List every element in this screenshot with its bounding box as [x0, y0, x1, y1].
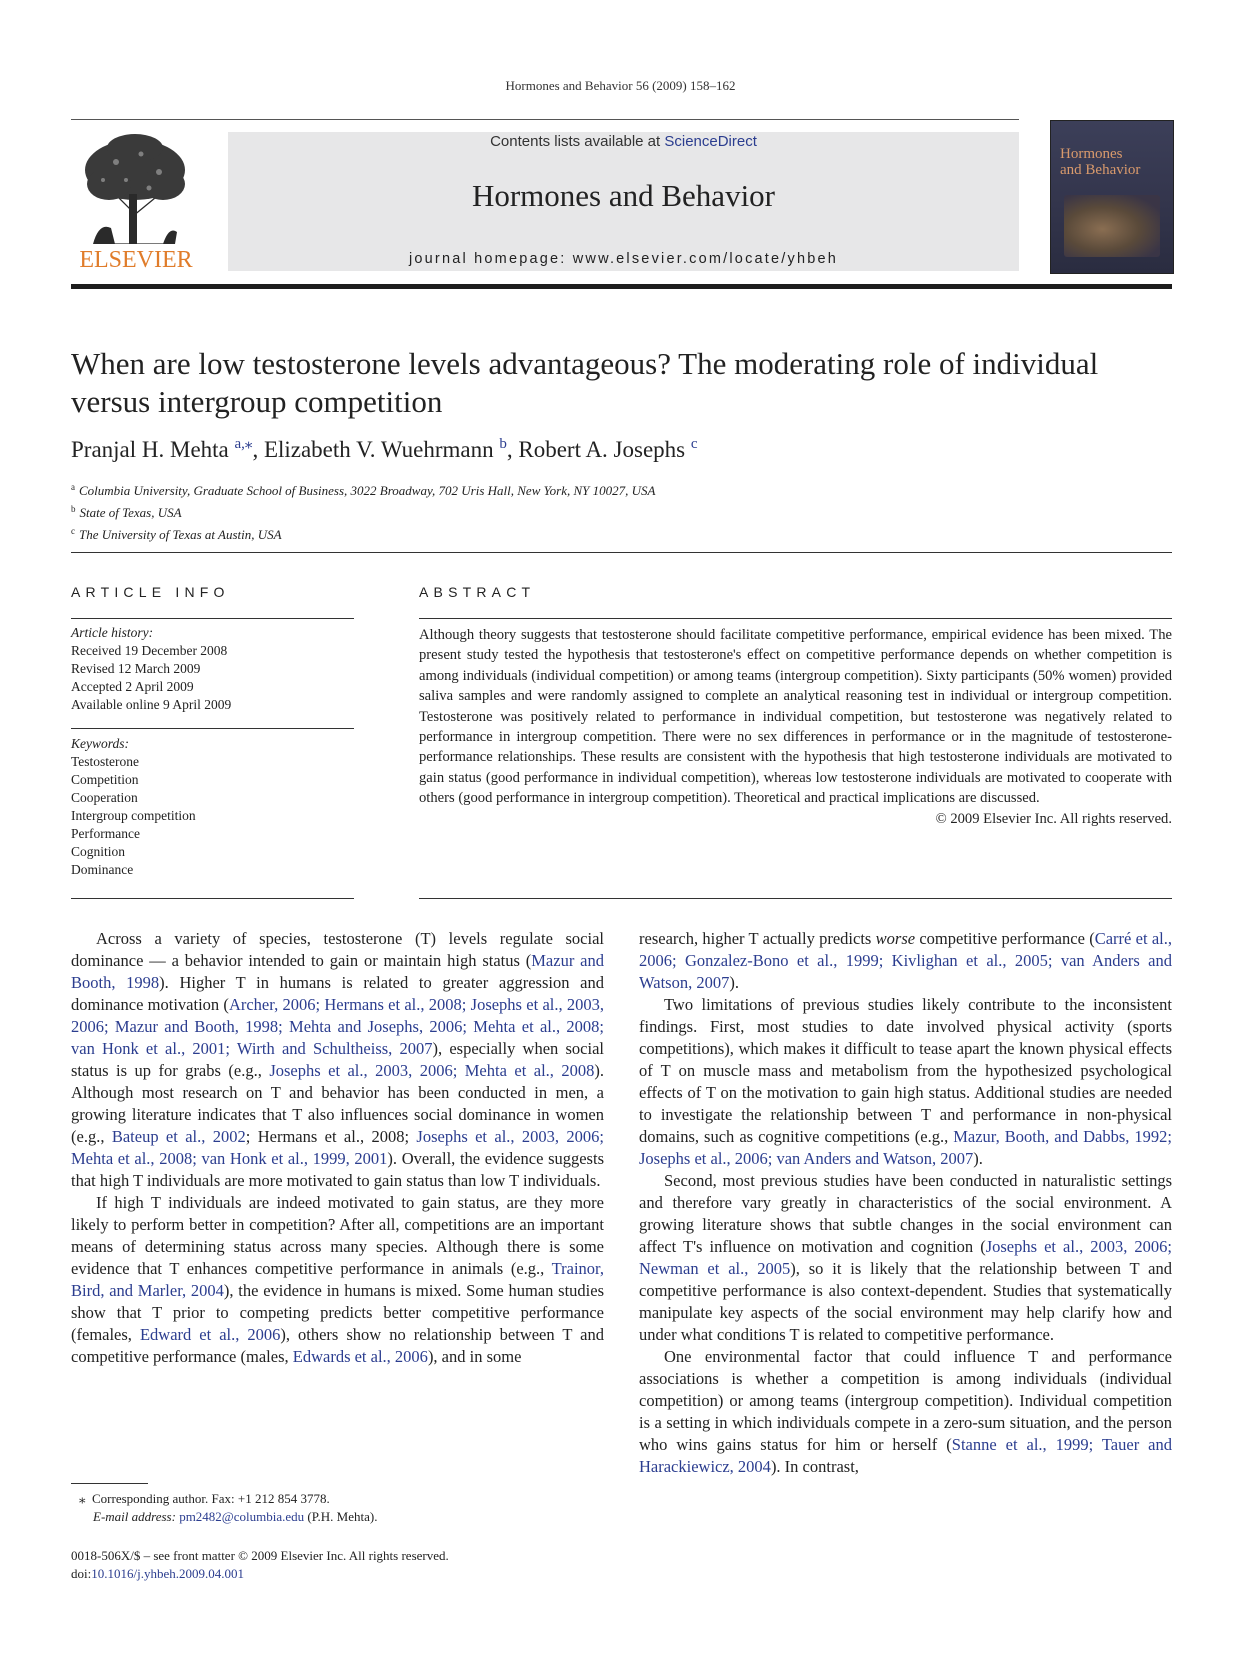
- author-affiliation-mark[interactable]: c: [690, 436, 698, 452]
- body-paragraph: [639, 1170, 1172, 1346]
- body-text: ).: [973, 1149, 983, 1168]
- article-title: When are low testosterone levels advantageous? The moderating role of individual versus intergroup competition: [71, 346, 1099, 419]
- contents-line: [228, 133, 1019, 150]
- body-text: Across a variety of species, testosterone (T) levels regulate social dominance — a behavior intended to gain or maintain high status (: [71, 929, 604, 970]
- keyword: Dominance: [71, 862, 134, 877]
- cover-title-line2: and Behavior: [1060, 162, 1141, 178]
- abstract-text: Although theory suggests that testosterone should facilitate competitive performance, empirical evidence has been mixed. The present study tested the hypothesis that testosterone's effect on competitive performance depends on whether competition is among individuals (individual competition) or among teams (intergroup competition). Sixty participants (50% women) provided saliva samples and were randomly assigned to complete an analytical reasoning test in individual or intergroup competition. Testosterone was positively related to performance in individual competition, but testosterone was negatively related to performance in intergroup competition. There were no sex differences in performance or in the magnitude of testosterone-performance relationships. These results are consistent with the hypothesis that high testosterone individuals are motivated to gain status (good performance in individual competition), whereas low testosterone individuals are motivated to cooperate with others (good performance in intergroup competition). Theoretical and practical implications are discussed.: [419, 627, 1172, 807]
- body-column-right: [639, 928, 1172, 1478]
- keywords: [71, 735, 196, 879]
- body-text: ), so it is likely that the relationship between T and competitive performance is also context-dependent. Studies that systematically manipulate key aspects of the social environment may help clarify how and under what conditions T is related to competitive performance.: [639, 1259, 1172, 1344]
- keywords-label: Keywords:: [71, 736, 129, 751]
- keyword: Testosterone: [71, 754, 140, 769]
- front-matter-line: 0018-506X/$ – see front matter © 2009 Elsevier Inc. All rights reserved.: [71, 1548, 449, 1563]
- citation-link[interactable]: Carré et al., 2006; Gonzalez-Bono et al., 1999; Kivlighan et al., 2005; van Anders and Watson, 2007: [639, 929, 1172, 992]
- article-info-heading: ARTICLE INFO: [71, 584, 230, 600]
- journal-reference: Hormones and Behavior 56 (2009) 158–162: [505, 78, 736, 93]
- article-info-rule: [71, 618, 354, 619]
- body-text: One environmental factor that could influence T and performance associations is whether a competition is among individuals (individual competition) or among teams (intergroup competition). Individual competition is a setting in which individuals compete in a zero-sum situation, and the person who wins gains status for him or herself (: [639, 1347, 1172, 1454]
- affiliations: [71, 478, 655, 544]
- body-text: ). In contrast,: [770, 1457, 859, 1476]
- citation-link[interactable]: Josephs et al., 2003, 2006; Mehta et al., 2008: [269, 1061, 595, 1080]
- article-info-bottom-rule: [71, 898, 354, 899]
- citation-link[interactable]: Mazur and Booth, 1998: [71, 951, 605, 992]
- body-text: Second, most previous studies have been conducted in naturalistic settings and therefore vary greatly in characteristics of the social environment. A growing literature shows that subtle changes in the social environment can affect T's influence on motivation and cognition (: [639, 1171, 1172, 1256]
- keyword: Performance: [71, 826, 140, 841]
- front-matter: [71, 1547, 449, 1583]
- citation-link[interactable]: Josephs et al., 2003, 2006; Newman et al., 2005: [639, 1237, 1172, 1278]
- abstract-rule: [419, 618, 1172, 619]
- body-text: ; Hermans et al., 2008;: [245, 1127, 417, 1146]
- body-paragraph: [639, 928, 1172, 994]
- abstract-heading: ABSTRACT: [419, 584, 536, 600]
- emphasis-text: worse: [875, 929, 916, 948]
- keyword: Cooperation: [71, 790, 138, 805]
- sciencedirect-link[interactable]: ScienceDirect: [664, 133, 757, 150]
- body-column-left: [71, 928, 604, 1368]
- section-divider: [71, 552, 1172, 553]
- elsevier-wordmark: ELSEVIER: [79, 247, 193, 273]
- keyword: Cognition: [71, 844, 126, 859]
- affiliation-mark: b: [71, 504, 76, 514]
- body-text: ).: [729, 973, 739, 992]
- body-text: ), and in some: [427, 1347, 522, 1366]
- cover-title: [1060, 146, 1140, 178]
- author-name: Pranjal H. Mehta: [71, 437, 229, 462]
- footnote-mark: ⁎: [79, 1491, 86, 1506]
- body-text: Two limitations of previous studies likely contribute to the inconsistent findings. First, most studies to date involved physical activity (sports competitions), which makes it difficult to tease apart the known physical effects of T on muscle mass and metabolism from the hypothesized psychological effects of T on the motivation to gain high status. Additional studies are needed to investigate the relationship between T and performance in non-physical domains, such as cognitive competitions (e.g.,: [639, 995, 1172, 1146]
- corresponding-author-note: [79, 1490, 377, 1508]
- body-text: research, higher T actually predicts: [639, 929, 876, 948]
- author-affiliation-mark[interactable]: a,⁎: [234, 436, 253, 452]
- history-item: Available online 9 April 2009: [71, 697, 232, 712]
- affiliation: [71, 522, 655, 544]
- keyword: Intergroup competition: [71, 808, 196, 823]
- history-item: Revised 12 March 2009: [71, 661, 201, 676]
- citation-link[interactable]: Bateup et al., 2002: [111, 1127, 246, 1146]
- email-suffix: (P.H. Mehta).: [304, 1509, 378, 1524]
- body-text: If high T individuals are indeed motivated to gain status, are they more likely to perform better in competition? After all, competitions are an important means of determining status across many species. Although there is some evidence that T enhances competitive performance in animals (e.g.,: [71, 1193, 604, 1278]
- article-history: [71, 624, 231, 714]
- body-text: ). Higher T in humans is related to greater aggression and dominance motivation (: [71, 973, 604, 1014]
- affiliation-text: The University of Texas at Austin, USA: [79, 527, 282, 542]
- affiliation-text: Columbia University, Graduate School of Business, 3022 Broadway, 702 Uris Hall, New York, NY 10027, USA: [79, 483, 656, 498]
- footnote-rule: [71, 1483, 148, 1484]
- doi-line: [71, 1565, 449, 1583]
- author-list: Pranjal H. Mehta $^{a,⁎}$, Elizabeth V. Wuehrmann $^b$, Robert A. Josephs $^c$: [71, 436, 698, 462]
- email-note: [79, 1508, 377, 1526]
- body-text: ). Although most research on T and behavior has been conducted in men, a growing literature indicates that T also influences social dominance in women (e.g.,: [71, 1061, 604, 1146]
- abstract-body: [419, 625, 1172, 829]
- contents-prefix: Contents lists available at: [490, 133, 665, 150]
- author-affiliation-mark[interactable]: b: [499, 436, 507, 452]
- affiliation-text: State of Texas, USA: [79, 505, 182, 520]
- body-paragraph: [71, 1192, 604, 1368]
- body-text: ), the evidence in humans is mixed. Some human studies show that T prior to competing predicts better competitive performance (females,: [71, 1281, 604, 1344]
- abstract-copyright: © 2009 Elsevier Inc. All rights reserved.: [935, 810, 1172, 827]
- body-paragraph: [639, 994, 1172, 1170]
- affiliation: [71, 478, 655, 500]
- citation-link[interactable]: Edward et al., 2006: [139, 1325, 281, 1344]
- email-link[interactable]: pm2482@columbia.edu: [179, 1509, 305, 1524]
- body-text: ), others show no relationship between T and competitive performance (males,: [71, 1325, 604, 1366]
- doi-prefix: doi:: [71, 1566, 92, 1581]
- citation-link[interactable]: Archer, 2006; Hermans et al., 2008; Josephs et al., 2003, 2006; Mazur and Booth, 1998; Mehta and Josephs, 2006; Mehta et al., 2008; van Honk et al., 2001; Wirth and Schultheiss, 2007: [71, 995, 604, 1058]
- affiliation: [71, 500, 655, 522]
- citation-link[interactable]: Mazur, Booth, and Dabbs, 1992; Josephs et al., 2006; van Anders and Watson, 2007: [639, 1127, 1173, 1168]
- keyword: Competition: [71, 772, 139, 787]
- keywords-rule: [71, 728, 354, 729]
- citation-link[interactable]: Edwards et al., 2006: [292, 1347, 428, 1366]
- body-paragraph: [71, 928, 604, 1192]
- abstract-bottom-rule: [419, 898, 1172, 899]
- doi-link[interactable]: 10.1016/j.yhbeh.2009.04.001: [91, 1566, 244, 1581]
- affiliation-mark: c: [71, 526, 75, 536]
- cover-title-line1: Hormones: [1060, 146, 1123, 162]
- history-item: Accepted 2 April 2009: [71, 679, 194, 694]
- citation-link[interactable]: Trainor, Bird, and Marler, 2004: [71, 1259, 604, 1300]
- footnote: [79, 1490, 377, 1526]
- header-thick-rule: [71, 284, 1172, 289]
- body-paragraph: [639, 1346, 1172, 1478]
- history-item: Received 19 December 2008: [71, 643, 228, 658]
- citation-link[interactable]: Josephs et al., 2003, 2006; Mehta et al., 2008; van Honk et al., 1999, 2001: [71, 1127, 604, 1168]
- cover-photo: [1064, 195, 1160, 257]
- affiliation-mark: a: [71, 482, 75, 492]
- body-text: ), especially when social status is up for grabs (e.g.,: [71, 1039, 604, 1080]
- journal-title: Hormones and Behavior: [471, 178, 776, 213]
- author-name: Robert A. Josephs: [518, 437, 686, 462]
- top-rule: [71, 119, 1019, 120]
- citation-link[interactable]: Stanne et al., 1999; Tauer and Harackiewicz, 2004: [639, 1435, 1172, 1476]
- author-name: Elizabeth V. Wuehrmann: [263, 437, 494, 462]
- journal-homepage[interactable]: journal homepage: www.elsevier.com/locate/yhbeh: [408, 251, 839, 267]
- body-text: ). Overall, the evidence suggests that high T individuals are more motivated to gain status than low T individuals.: [71, 1149, 604, 1190]
- body-text: competitive performance (: [915, 929, 1095, 948]
- email-label: E-mail address:: [93, 1509, 176, 1524]
- footnote-text: Corresponding author. Fax: +1 212 854 3778.: [92, 1491, 330, 1506]
- history-label: Article history:: [71, 625, 154, 640]
